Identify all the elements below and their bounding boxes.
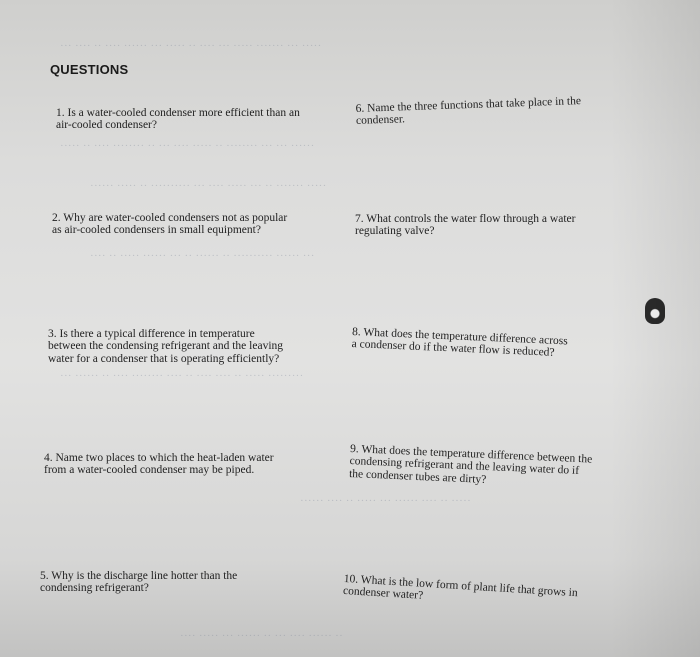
bleed-through-text: ··· ······ ·· ···· ········ ···· ·· ···· ···· ·· ····· ·········: [60, 370, 304, 382]
question-10-text: 10. What is the low form of plant life that grows in condenser water?: [342, 572, 579, 602]
question-6-text: 6. Name the three functions that take place in the condenser.: [355, 94, 582, 127]
bleed-through-text: ······ ···· ·· ····· ··· ······ ···· ·· ·····: [300, 495, 472, 507]
question-6: [355, 82, 582, 140]
question-1: [56, 94, 300, 144]
question-5-text: 5. Why is the discharge line hotter than the condensing refrigerant?: [40, 569, 238, 594]
bleed-through-text: ···· ·· ····· ······ ··· ·· ······ ·· ·········· ······ ···: [90, 250, 315, 262]
question-3-text: 3. Is there a typical difference in temperature between the condensing refrigerant and the leaving water for a condenser that is operating efficiently?: [48, 327, 284, 365]
question-1-text: 1. Is a water-cooled condenser more efficient than an air-cooled condenser?: [56, 106, 300, 131]
question-4: [44, 439, 274, 489]
question-2: [52, 199, 287, 249]
page-shadow: [610, 0, 700, 657]
binder-ring-hole: [645, 298, 665, 324]
question-7-text: 7. What controls the water flow through a water regulating valve?: [355, 212, 576, 237]
question-5: [40, 557, 237, 607]
bleed-through-text: ··· ···· ·· ···· ······ ··· ····· ·· ···· ··· ····· ······· ··· ·····: [60, 40, 322, 52]
question-9-text: 9. What does the temperature difference between the condensing refrigerant and the leaving water do if the condenser tubes are dirty?: [348, 442, 593, 486]
bleed-through-text: ······ ····· ·· ·········· ··· ···· ····· ··· ·· ······· ·····: [90, 180, 327, 192]
question-9: [348, 430, 593, 503]
question-2-text: 2. Why are water-cooled condensers not as popular as air-cooled condensers in small equipment?: [52, 211, 288, 236]
question-8: [351, 313, 569, 372]
questions-heading: QUESTIONS: [50, 62, 129, 77]
question-3: [48, 315, 283, 378]
bleed-through-text: ····· ·· ···· ········ ·· ··· ···· ····· ·· ········ ··· ··· ······: [60, 140, 315, 152]
question-8-text: 8. What does the temperature difference across a condenser do if the water flow is reduced?: [351, 325, 568, 359]
question-7: [355, 200, 575, 250]
question-10: [342, 560, 579, 624]
bleed-through-text: ···· ····· ··· ······ ·· ··· ···· ······ ··: [180, 630, 344, 642]
question-4-text: 4. Name two places to which the heat-laden water from a water-cooled condenser may be piped.: [44, 451, 274, 476]
